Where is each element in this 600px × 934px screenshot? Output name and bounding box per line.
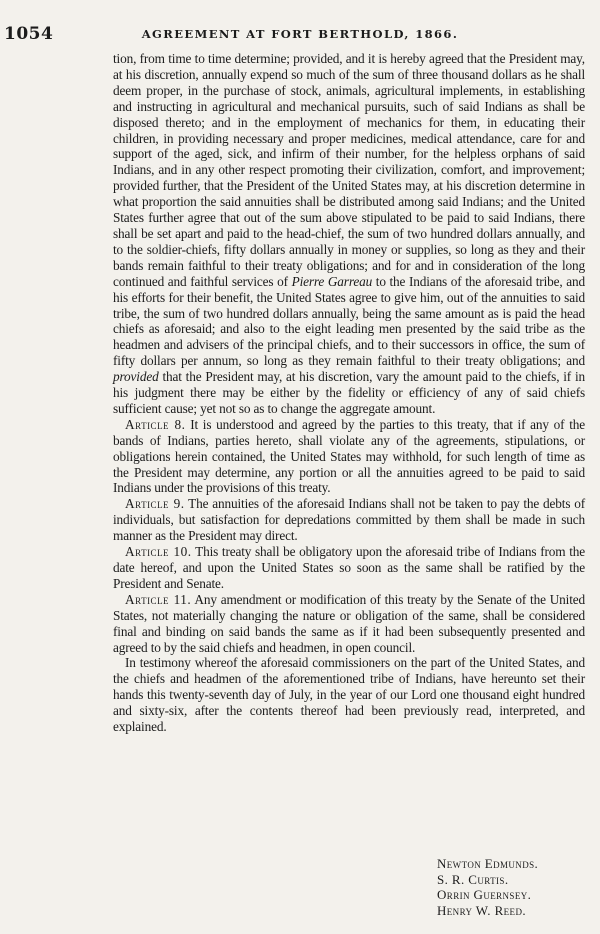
signature-name: S. R. Curtis.: [437, 871, 509, 887]
signature-name: Henry W. Reed.: [437, 902, 526, 918]
article-label: Article 11.: [125, 591, 192, 607]
article-label: Article 8.: [125, 416, 186, 432]
article-label: Article 9.: [125, 496, 185, 512]
treaty-text: [113, 51, 585, 735]
running-head: AGREEMENT AT FORT BERTHOLD, 1866.: [141, 27, 459, 41]
signature-name: Orrin Guernsey.: [437, 887, 532, 902]
text-segment: that the President may, at his discretion, vary the amount paid to the chiefs, if in his judgment there may be either by the fidelity or efficiency of any of said chiefs sufficient cause; yet not so as to change the aggregate amount.: [113, 369, 585, 416]
text-segment: to the Indians of the aforesaid tribe, and his efforts for their benefit, the United States agree to give him, out of the annuities to said tribe, the sum of two hundred dollars annually, being the same amount as is paid the head chiefs as aforesaid; and also to the eight leading men presented by the said tribe as the headmen and advisers of the principal chiefs, and to their successors in office, the sum of fifty dollars per annum, so long as they remain faithful to their treaty obligations; and: [113, 273, 585, 369]
testimony-paragraph: In testimony whereof the aforesaid commissioners on the part of the United States, and the chiefs and headmen of the aforementioned tribe of Indians, have hereunto set their hands this twenty-seventh day of July, in the year of our Lord one thousand eight hundred and sixty-six, after the contents thereof had been previously read, interpreted, and explained.: [113, 655, 585, 735]
signature-block: [437, 856, 538, 918]
signature-name: Newton Edmunds.: [437, 856, 539, 871]
paragraph-continuation: [113, 51, 585, 417]
text-segment: tion, from time to time determine; provided, and it is hereby agreed that the President may, at his discretion, annually expend so much of the sum of three thousand dollars as he shall deem proper, in the purchase of stock, animals, agricultural implements, in establishing and instructing in agricultural and mechanical pursuits, such of said Indians as shall be disposed thereto; and in the employment of mechanics for them, in educating their children, in providing necessary and proper medicines, medical attendance, care for and support of the aged, sick, and infirm of their number, for the helpless orphans of said Indians, and in any other respect promoting their civilization, comfort, and improvement; provided further, that the President of the United States may, at his discretion determine in what proportion the said annuities shall be distributed among said Indians; and the United States further agree that out of the sum above stipulated to be paid to said Indians, there shall be set apart and paid to the head-chief, the sum of two hundred dollars annually, and to the soldier-chiefs, fifty dollars annually in money or supplies, so long as they and their bands remain faithful to their treaty obligations; and for and in consideration of the long continued and faithful services of: [113, 51, 585, 289]
article-text: It is understood and agreed by the parties to this treaty, that if any of the bands of Indians, parties hereto, shall violate any of the agreements, stipulations, or obligations herein contained, the United States may withhold, for such length of time as the President may determine, any portion or all the annuities agreed to be paid to said Indians under the provisions of this treaty.: [113, 416, 585, 496]
page-number: 1054: [4, 24, 54, 44]
article-text: The annuities of the aforesaid Indians shall not be taken to pay the debts of individuals, but satisfaction for depredations committed by them shall be made in such manner as the President may direct.: [113, 496, 585, 544]
article-9: [113, 496, 585, 544]
italic-name: Pierre Garreau: [291, 273, 373, 289]
article-8: [113, 417, 585, 497]
article-text: This treaty shall be obligatory upon the aforesaid tribe of Indians from the date hereof, and upon the United States so soon as the same shall be ratified by the President and Senate.: [113, 544, 585, 591]
italic-provided: provided: [113, 369, 159, 385]
article-10: [113, 544, 585, 592]
article-label: Article 10.: [125, 544, 192, 560]
article-11: [113, 592, 585, 656]
article-text: Any amendment or modification of this treaty by the Senate of the United States, not materially changing the nature or obligation of the same, shall be considered final and binding on said bands the same as if it had been subsequently presented and agreed to by the said chiefs and headmen, in open council.: [113, 591, 585, 655]
